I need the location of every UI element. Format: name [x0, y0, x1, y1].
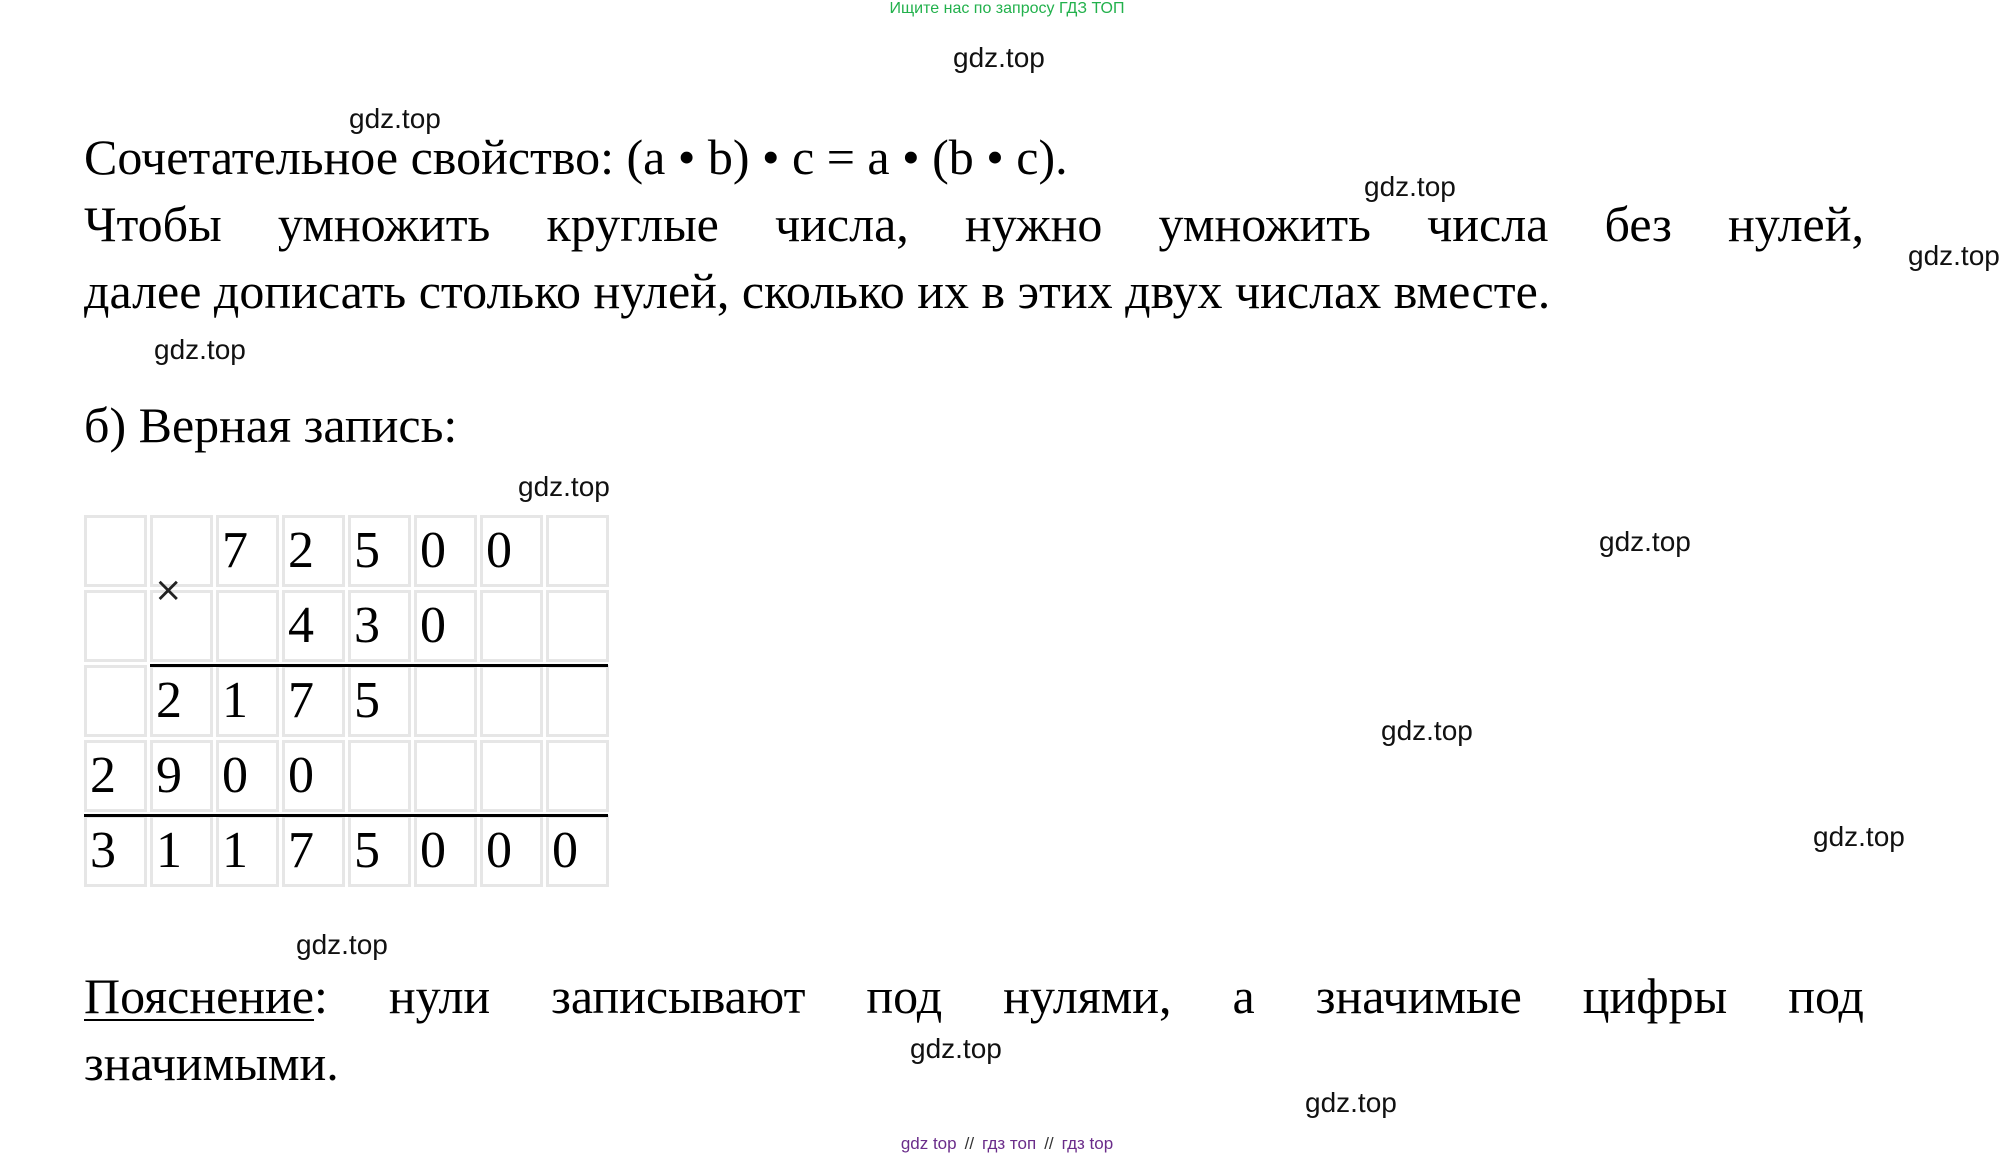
multiply-operator: × [154, 570, 183, 610]
watermark: gdz.top [1364, 171, 1456, 202]
rule-line-2: далее дописать столько нулей, сколько их в этих двух числах вместе. [84, 263, 1551, 319]
footer-link[interactable]: гдз топ [982, 1134, 1037, 1153]
digit-cell: 2 [84, 740, 147, 812]
explanation-text: : нули записывают под нулями, а значимые цифры под [314, 968, 1864, 1024]
watermark: gdz.top [154, 334, 246, 365]
digit-cell: 5 [348, 815, 411, 887]
digit-cell [480, 740, 543, 812]
digit-cell: 7 [282, 815, 345, 887]
digit-cell: 0 [282, 740, 345, 812]
digit-cell: 0 [414, 515, 477, 587]
watermark: gdz.top [1599, 526, 1691, 557]
digit-cell: 7 [216, 515, 279, 587]
digit-cell [84, 590, 147, 662]
watermark: gdz.top [1305, 1087, 1397, 1118]
digit-cell [84, 515, 147, 587]
digit-cell: 5 [348, 665, 411, 737]
digit-cell: 2 [150, 665, 213, 737]
footer-separator: // [964, 1134, 975, 1153]
digit-cell: 0 [480, 515, 543, 587]
digit-cell: 2 [282, 515, 345, 587]
digit-cell: 5 [348, 515, 411, 587]
footer-separator: // [1044, 1134, 1054, 1153]
digit-cell: 0 [480, 815, 543, 887]
associative-property-line: Сочетательное свойство: (a • b) • c = a • (b • c). [84, 129, 1068, 185]
top-search-note: Ищите нас по запросу ГДЗ ТОП [889, 0, 1125, 17]
digit-cell: 7 [282, 665, 345, 737]
column-multiplication-grid [84, 515, 608, 889]
digit-cell [84, 665, 147, 737]
footer-link[interactable]: гдз top [1061, 1134, 1114, 1153]
result-underline [84, 814, 608, 817]
digit-cell: 0 [216, 740, 279, 812]
rule-line-1: Чтобы умножить круглые числа, нужно умножить числа без нулей, [84, 196, 1864, 252]
watermark: gdz.top [910, 1033, 1002, 1064]
watermark: gdz.top [1381, 715, 1473, 746]
subheading-correct-notation: б) Верная запись: [84, 397, 458, 453]
watermark: gdz.top [296, 929, 388, 960]
digit-cell [348, 740, 411, 812]
digit-cell [216, 590, 279, 662]
digit-cell [480, 590, 543, 662]
explanation-label: Пояснение [84, 968, 315, 1024]
footer-links [0, 1134, 2014, 1154]
watermark: gdz.top [518, 471, 610, 502]
watermark: gdz.top [1813, 821, 1905, 852]
explanation-line-1 [84, 963, 1864, 1029]
explanation-line-2: значимыми. [84, 1035, 339, 1091]
digit-cell: 0 [414, 590, 477, 662]
digit-cell: 1 [150, 815, 213, 887]
digit-cell: 0 [414, 815, 477, 887]
digit-cell [414, 740, 477, 812]
digit-cell [414, 665, 477, 737]
watermark: gdz.top [1908, 240, 2000, 271]
digit-cell: 9 [150, 740, 213, 812]
digit-cell [546, 665, 609, 737]
digit-cell [546, 515, 609, 587]
watermark: gdz.top [349, 103, 441, 134]
digit-cell: 1 [216, 665, 279, 737]
result-underline [150, 664, 608, 667]
digit-cell [546, 740, 609, 812]
digit-cell [480, 665, 543, 737]
footer-link[interactable]: gdz top [900, 1134, 957, 1153]
digit-cell: 4 [282, 590, 345, 662]
watermark: gdz.top [953, 42, 1045, 73]
digit-cell [546, 590, 609, 662]
digit-cell: 0 [546, 815, 609, 887]
digit-cell: 3 [84, 815, 147, 887]
digit-cell: 3 [348, 590, 411, 662]
digit-cell: 1 [216, 815, 279, 887]
